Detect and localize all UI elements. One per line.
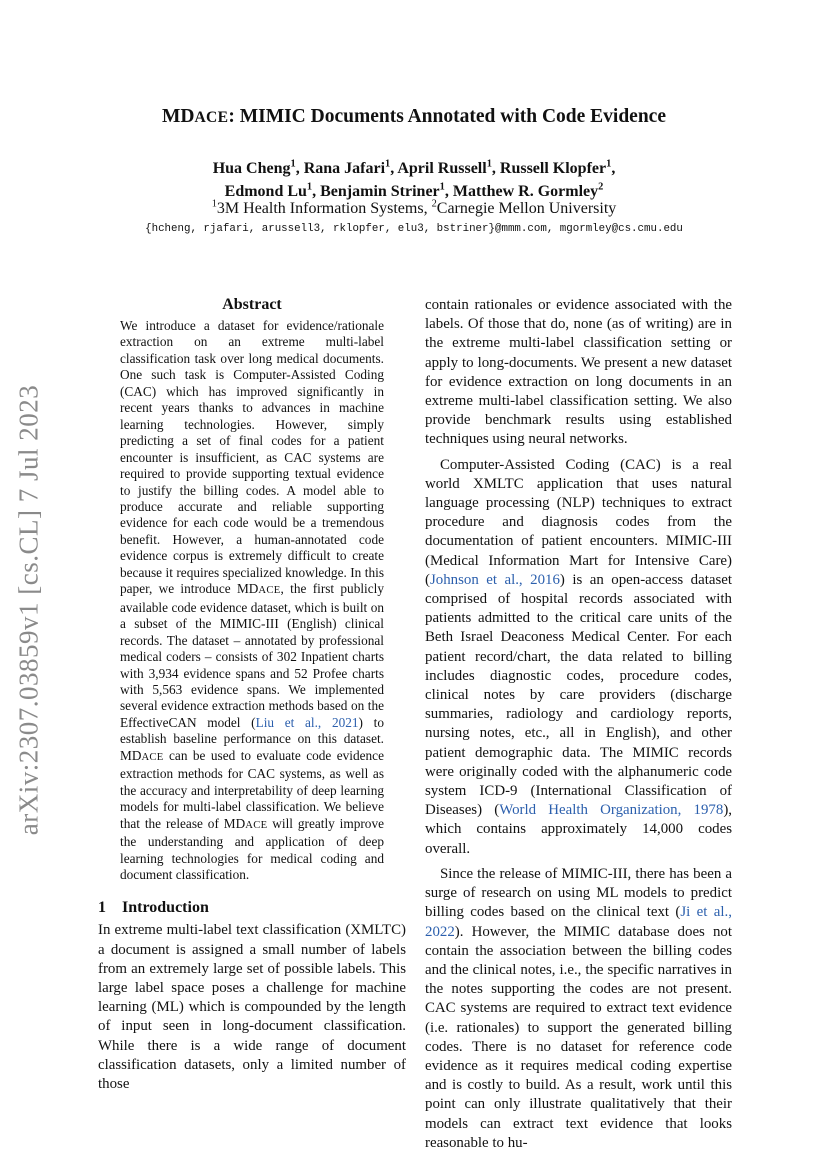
intro-paragraph-continued: contain rationales or evidence associated with the labels. Of those that do, none (as of writing) are in the extreme multi-label classification setting or apply to long-documents. We present a new dataset for evidence extraction on long documents in an extreme multi-label classification setting. We also provide benchmark results using established techniques using neural networks. bbox=[425, 297, 732, 448]
arxiv-id: arXiv:2307.03859v1 [cs.CL] 7 Jul 2023 bbox=[13, 384, 44, 836]
mimic-research-paragraph: Since the release of MIMIC-III, there has been a surge of research on using ML models to predict billing codes based on the clinical text (Ji et al., 2022). However, the MIMIC database does not contain the association between the billing codes and the clinical notes, i.e., the specific narratives in the notes supporting the codes are not present. CAC systems are required to extract text evidence (i.e. rationales) to support the generated billing codes. There is no dataset for reference code evidence as it requires medical coding expertise and is costly to build. As a result, work until this point can only illustrate qualitatively that their models can extract text evidence that looks reasonable to hu- bbox=[425, 865, 732, 1151]
author: Russell Klopfer$^1$, bbox=[499, 158, 616, 177]
citation-link[interactable]: Liu et al., 2021 bbox=[255, 714, 359, 730]
author: Matthew R. Gormley$^2$ bbox=[452, 181, 604, 200]
intro-paragraph: In extreme multi-label text classification (XMLTC) a document is assigned a small number of labels from an extremely large set of possible labels. This large label space poses a challenge for machine learning (ML) which is compounded by the length of input seen in long-document classification. While there is a wide range of document classification datasets, only a limited number of those bbox=[98, 922, 406, 1093]
abstract-heading: Abstract bbox=[222, 296, 282, 313]
author: Rana Jafari$^1$, bbox=[303, 158, 398, 177]
author: Benjamin Striner$^1$, bbox=[320, 181, 453, 200]
arxiv-sidebar bbox=[4, 380, 54, 840]
paper-title: MDACE: MIMIC Documents Annotated with Code Evidence bbox=[162, 106, 666, 127]
citation-link[interactable]: Johnson et al., 2016 bbox=[429, 571, 560, 588]
author: April Russell$^1$, bbox=[397, 158, 500, 177]
author: Hua Cheng$^1$, bbox=[212, 158, 304, 177]
author-list bbox=[0, 157, 828, 203]
cac-paragraph: Computer-Assisted Coding (CAC) is a real world XMLTC application that uses natural language processing (NLP) techniques to extract procedure and diagnosis codes from the documentation of patient encounters. MIMIC-III (Medical Information Mart for Intensive Care) (Johnson et al., 2016) is an open-access dataset comprised of hospital records associated with patients admitted to the critical care units of the Beth Israel Deaconess Medical Center. For each patient record/chart, the data related to billing includes diagnostic codes, procedure codes, clinical notes by care providers (discharge summaries, radiology and cardiology reports, nursing notes, etc., all in English), and other patient demographic data. The MIMIC records were originally coded with the alphanumeric code system ICD-9 (International Classification of Diseases) (World Health Organization, 1978), which contains approximately 14,000 codes overall. bbox=[425, 456, 732, 857]
abstract-text: We introduce a dataset for evidence/rationale extraction on an extreme multi-label classification task over long medical documents. One such task is Computer-Assisted Coding (CAC) which has improved significantly in recent years thanks to advances in machine learning technologies. However, simply predicting a set of final codes for a patient encounter is insufficient, as CAC systems are required to provide supporting textual evidence to justify the billing codes. A model able to produce accurate and reliable supporting evidence for each code would be a tremendous benefit. However, a human-annotated code evidence corpus is extremely difficult to create because it requires specialized knowledge. In this paper, we introduce MDACE, the first publicly available code evidence dataset, which is built on a subset of the MIMIC-III (English) clinical records. The dataset – annotated by professional medical coders – consists of 302 Inpatient charts with 3,934 evidence spans and 52 Profee charts with 5,563 evidence spans. We implemented several evidence extraction methods based on the EffectiveCAN model (Liu et al., 2021) to establish baseline performance on this dataset. MDACE can be used to evaluate code evidence extraction methods for CAC systems, as well as the accuracy and interpretability of deep learning models for multi-label classification. We believe that the release of MDACE will greatly improve the understanding and application of deep learning technologies for medical coding and document classification. bbox=[120, 318, 384, 882]
section-heading-introduction: 1 Introduction bbox=[98, 899, 209, 917]
affiliations: $^1$3M Health Information Systems, $^2$Carnegie Mellon University bbox=[211, 198, 617, 217]
author: Edmond Lu$^1$, bbox=[224, 181, 321, 200]
left-column bbox=[98, 296, 406, 1094]
author-line-1 bbox=[0, 157, 828, 180]
right-column bbox=[425, 296, 732, 1153]
citation-link[interactable]: World Health Organization, 1978 bbox=[499, 802, 724, 819]
author-emails: {hcheng, rjafari, arussell3, rklopfer, elu3, bstriner}@mmm.com, mgormley@cs.cmu.edu bbox=[145, 223, 683, 235]
citation-link[interactable]: Ji et al., 2022 bbox=[425, 904, 732, 940]
